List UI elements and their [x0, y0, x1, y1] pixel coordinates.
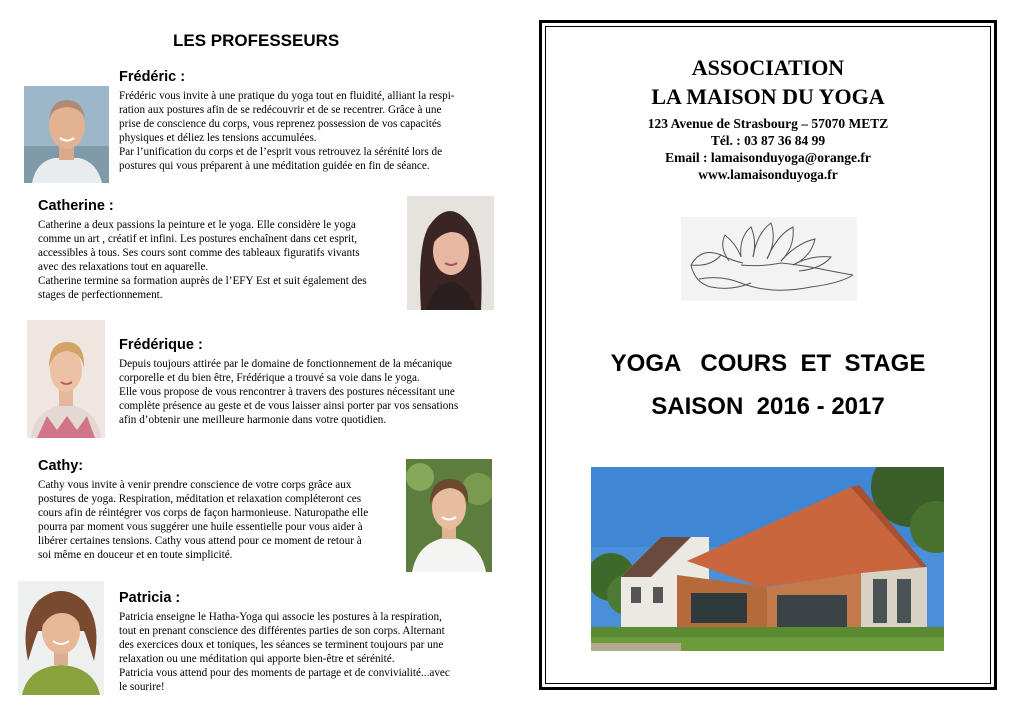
building-photo [591, 467, 944, 651]
teacher-bio-cathy: Cathy vous invite à venir prendre conscience de votre corps grâce aux postures de yoga. Respiration, méditation et relaxation compléteront ces cours afin de réintégrer vos corps de façon harmonieuse. Naturopathe elle pourra par moment vous suggérer une huile essentielle pour vous aider à libérer certaines tensions. Cathy vous attend pour ce moment de retour à soi même en douceur et en toute simplicité. [38, 479, 369, 561]
cathy-photo [406, 459, 492, 572]
website-link[interactable]: www.lamaisonduyoga.fr [698, 167, 838, 182]
teacher-bio-frederic: Frédéric vous invite à une pratique du yoga tout en fluidité, alliant la respi- ration aux postures afin de se redécouvrir et de se recentrer. Grâce à une prise de conscience du corps, vous reprenez possession de vos capacités physiques et déliez les tensions accumulées. Par l’unification du corps et de l’esprit vous retrouvez la sérénité lors de postures qui vous préparent à une méditation guidée en fin de séance. [119, 90, 455, 172]
frederic-photo [24, 86, 109, 183]
teacher-bio-catherine: Catherine a deux passions la peinture et le yoga. Elle considère le yoga comme un art , créatif et infini. Les postures enchaînent dans cet esprit, accessibles à tous. Ses cours sont comme des tableaux figuratifs vivants avec des relaxations tout en aquarelle. Catherine termine sa formation auprès de l’EFY Est et suit également des stages de perfectionnement. [38, 219, 367, 301]
page-heading: LES PROFESSEURS [173, 31, 340, 50]
teacher-name-frederic: Frédéric : [119, 69, 186, 85]
organization-name: LA MAISON DU YOGA [651, 84, 885, 109]
frederique-photo [27, 320, 105, 438]
association-label: ASSOCIATION [691, 55, 845, 80]
email-line: Email : lamaisonduyoga@orange.fr [665, 150, 871, 165]
teacher-name-catherine: Catherine : [38, 198, 114, 214]
teacher-bio-patricia: Patricia enseigne le Hatha-Yoga qui associe les postures à la respiration, tout en prenant conscience des différentes parties de son corps. Alternant des exercices doux et toniques, les séances se terminent toujours par une relaxation ou une méditation qui apporte bien-être et sérénité. Patricia vous attend pour des moments de partage et de convivialité...avec le sourire! [119, 611, 450, 693]
season-title: SAISON 2016 - 2017 [651, 393, 885, 420]
teacher-bio-frederique: Depuis toujours attirée par le domaine de fonctionnement de la mécanique corporelle et du bien être, Frédérique a trouvé sa voie dans le yoga. Elle vous propose de vous rencontrer à travers des postures nécessitant une complète présence au geste et de vous laisser ainsi porter par vos sensations afin d’obtenir une meilleure harmonie dans votre quotidien. [119, 358, 459, 426]
address-line: 123 Avenue de Strasbourg – 57070 METZ [647, 116, 889, 131]
cover-title: YOGA COURS ET STAGE [610, 350, 926, 377]
catherine-photo [407, 196, 494, 310]
teacher-name-cathy: Cathy: [38, 458, 84, 474]
phone-line: Tél. : 03 87 36 84 99 [710, 133, 826, 148]
teacher-name-frederique: Frédérique : [119, 337, 203, 353]
teacher-name-patricia: Patricia : [119, 590, 181, 606]
patricia-photo [18, 581, 104, 695]
lotus-hand-drawing-icon [681, 217, 857, 301]
